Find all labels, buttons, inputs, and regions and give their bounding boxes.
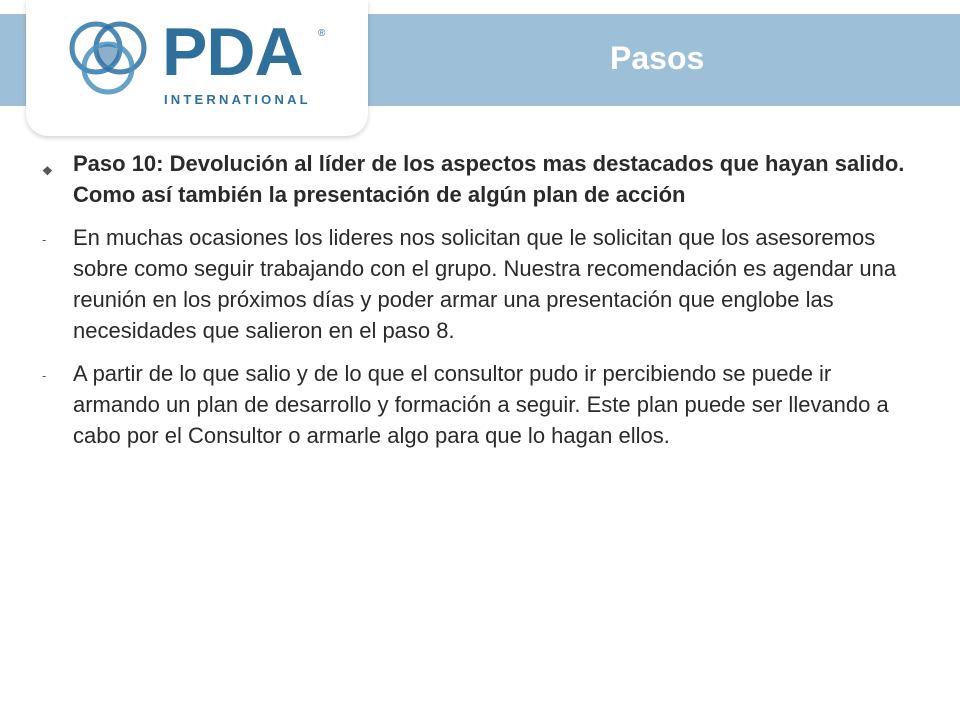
logo-panel xyxy=(26,0,368,136)
bullet-paso-10 xyxy=(40,148,920,210)
bullet-recomendacion xyxy=(40,222,920,346)
bullet-text: En muchas ocasiones los lideres nos solicitan que le solicitan que los asesoremos sobre como seguir trabajando con el grupo. Nuestra recomendación es agendar una reunión en los próximos días y poder armar una presentación que englobe las necesidades que salieron en el paso 8. xyxy=(73,225,897,343)
dash-bullet-icon: - xyxy=(42,368,47,383)
dash-bullet-icon: - xyxy=(42,232,47,247)
bullet-text: A partir de lo que salio y de lo que el consultor pudo ir percibiendo se puede ir armando un plan de desarrollo y formación a seguir. Este plan puede ser llevando a cabo por el Consultor o armarle algo para que lo hagan ellos. xyxy=(73,361,889,448)
slide-title: Pasos xyxy=(610,40,705,76)
logo-subtitle: INTERNATIONAL xyxy=(164,92,311,107)
overlapping-circles-logo-icon xyxy=(68,20,158,96)
bullet-plan-desarrollo xyxy=(40,358,920,451)
slide-content xyxy=(40,148,920,463)
logo-wordmark: PDA xyxy=(162,14,303,90)
diamond-bullet-icon: ❖ xyxy=(42,164,53,178)
bullet-text: Paso 10: Devolución al líder de los aspectos mas destacados que hayan salido. Como así también la presentación de algún plan de acción xyxy=(73,151,905,207)
registered-mark: ® xyxy=(318,28,326,39)
